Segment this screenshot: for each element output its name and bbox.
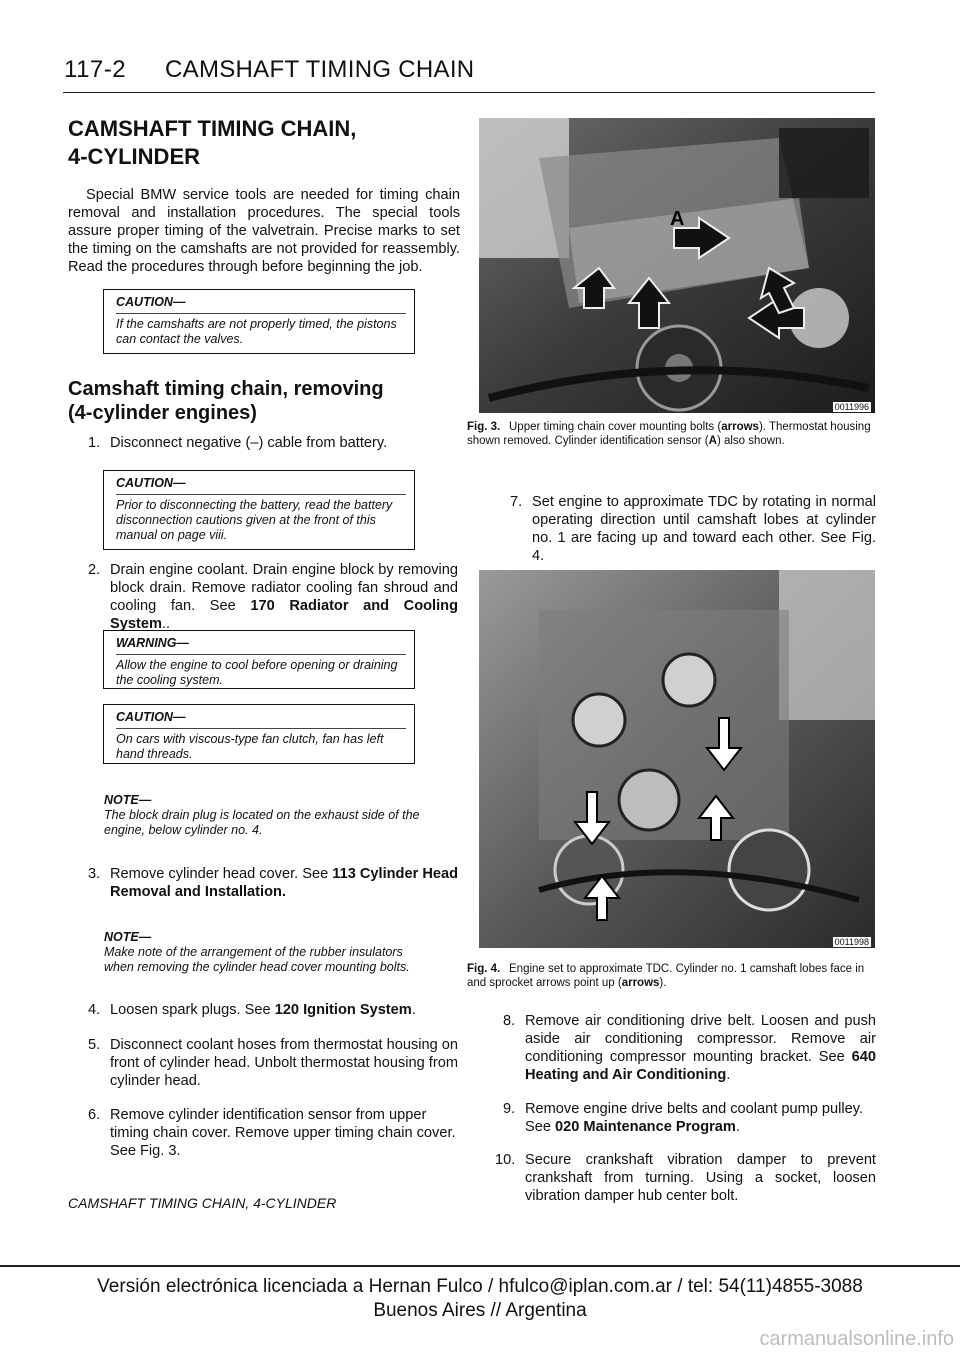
fig-3-id: 0011996 [834, 402, 869, 412]
procedure-title: Camshaft timing chain, removing (4-cylinder engines) [68, 378, 384, 424]
intro-paragraph: Special BMW service tools are needed for timing chain removal and installation procedures. The special tools assure proper timing of the valvetrain. Precise marks to set the timing on the camshafts are not provided for reassembly. Read the procedures through before beginning the job. [68, 187, 460, 275]
section-title: CAMSHAFT TIMING CHAIN, 4-CYLINDER [68, 116, 357, 169]
running-title: CAMSHAFT TIMING CHAIN [165, 56, 475, 83]
fig-4-caption: Fig. 4. Engine set to approximate TDC. Cylinder no. 1 camshaft lobes face in and sprocket arrows point up (arrows). [467, 963, 865, 989]
page-number: 117-2 [64, 56, 127, 83]
fig-3-caption: Fig. 3. Upper timing chain cover mounting bolts (arrows). Thermostat housing shown removed. Cylinder identification sensor (A) also shown. [467, 421, 871, 447]
step-2: 2. Drain engine coolant. Drain engine block by removing block drain. Remove radiator cooling fan shroud and cooling fan. See 170 Radiator and Cooling System.. [88, 562, 458, 632]
step-1: 1. Disconnect negative (–) cable from battery. [88, 435, 388, 451]
license-notice: Versión electrónica licenciada a Hernan Fulco / hfulco@iplan.com.ar / tel: 54(11)4855-3088 Buenos Aires // Argentina [97, 1276, 863, 1321]
fig-4-id: 0011998 [834, 937, 869, 947]
footer-rule [0, 1265, 960, 1267]
header-rule [63, 92, 875, 93]
fig-3-marker-a: A [670, 208, 685, 230]
step-9: 9. Remove engine drive belts and coolant pump pulley. See 020 Maintenance Program. [503, 1101, 864, 1135]
step-6: 6. Remove cylinder identification sensor from upper timing chain cover. Remove upper timing chain cover. See Fig. 3. [88, 1107, 456, 1159]
fig-3-photo [479, 118, 875, 413]
engine-photo-illustration [479, 118, 875, 413]
step-7: 7. Set engine to approximate TDC by rotating in normal operating direction until camshaft lobes at cylinder no. 1 are facing up and toward each other. See Fig. 4. [510, 494, 876, 564]
note-1: NOTE— The block drain plug is located on the exhaust side of the engine, below cylinder no. 4. [104, 793, 420, 837]
step-3: 3. Remove cylinder head cover. See 113 Cylinder Head Removal and Installation. [88, 866, 459, 900]
caution-box-1: CAUTION— If the camshafts are not properly timed, the pistons can contact the valves. [103, 289, 415, 354]
fig-4-photo [479, 570, 875, 948]
step-10: 10. Secure crankshaft vibration damper to prevent crankshaft from turning. Using a socket, loosen vibration damper hub center bolt. [495, 1152, 876, 1204]
warning-box: WARNING— Allow the engine to cool before opening or draining the cooling system. [103, 630, 415, 689]
step-8: 8. Remove air conditioning drive belt. Loosen and push aside air conditioning compressor. Remove air conditioning compressor mounting bracket. See 640 Heating and Air Conditioning. [503, 1013, 876, 1083]
caution-box-2: CAUTION— Prior to disconnecting the battery, read the battery disconnection cautions given at the front of this manual on page viii. [103, 470, 415, 550]
note-2: NOTE— Make note of the arrangement of the rubber insulators when removing the cylinder head cover mounting bolts. [104, 930, 410, 974]
caution-box-3: CAUTION— On cars with viscous-type fan clutch, fan has left hand threads. [103, 704, 415, 764]
camshaft-photo-illustration [479, 570, 875, 948]
step-5: 5. Disconnect coolant hoses from thermostat housing on front of cylinder head. Unbolt thermostat housing from cylinder head. [88, 1037, 459, 1089]
step-4: 4. Loosen spark plugs. See 120 Ignition System. [88, 1002, 416, 1018]
footer-section-label: CAMSHAFT TIMING CHAIN, 4-CYLINDER [68, 1195, 337, 1211]
site-watermark[interactable]: carmanualsonline.info [759, 1328, 954, 1350]
